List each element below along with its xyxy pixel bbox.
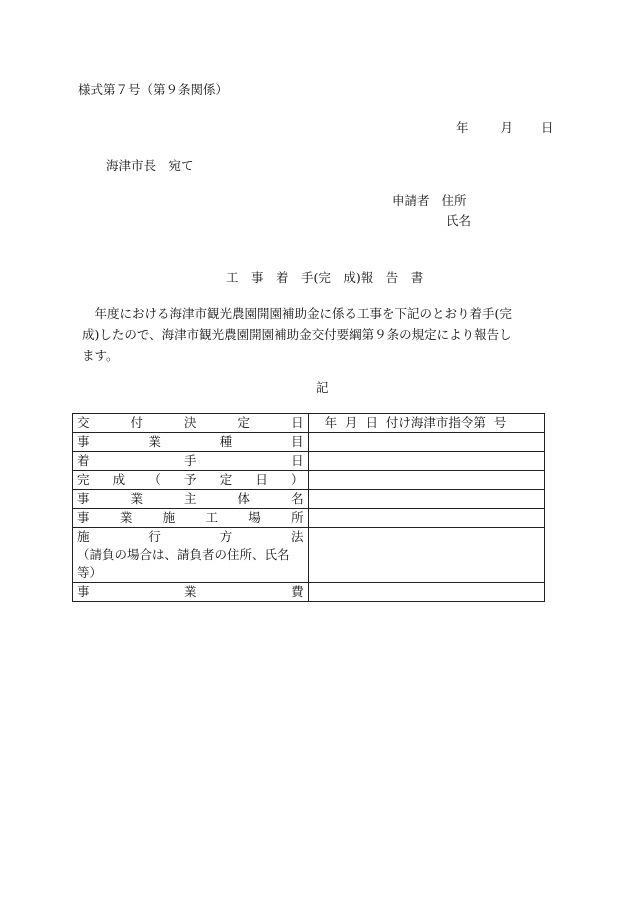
label-char: 完 (77, 472, 90, 487)
row-value (313, 491, 325, 506)
row-value-cell[interactable] (308, 509, 544, 528)
row-value (313, 472, 325, 487)
label-char: 種 (219, 434, 233, 449)
label-char: 体 (237, 491, 251, 506)
table-row (73, 509, 545, 528)
body-line-3: ます。 (82, 348, 119, 363)
label-char: 予 (184, 472, 197, 487)
label-char: 日 (291, 453, 304, 468)
body-text (82, 303, 562, 366)
label-char: 名 (291, 491, 304, 506)
row-value-cell[interactable] (308, 490, 544, 509)
label-char: 工 (205, 510, 218, 525)
row-value-cell[interactable] (308, 414, 544, 433)
label-char: 施 (77, 529, 90, 544)
row-value-cell[interactable] (308, 528, 544, 583)
date-year-label: 年 (456, 120, 469, 135)
date-month-label: 月 (500, 120, 514, 135)
body-line-1: 年度における海津市観光農園開園補助金に係る工事を下記のとおり着手(完 (82, 306, 512, 321)
row-value: 年 月 日 付け海津市指令第 号 (324, 415, 507, 430)
label-char: 定 (219, 472, 233, 487)
label-char: 費 (291, 584, 304, 599)
row-label (77, 583, 304, 601)
label-char: 法 (291, 529, 304, 544)
row-label (77, 528, 304, 546)
report-table (72, 413, 545, 602)
label-char: 事 (77, 434, 90, 449)
label-char: 場 (248, 510, 261, 525)
table-row (73, 471, 545, 490)
row-label-cell (73, 528, 309, 583)
row-label (77, 471, 304, 489)
table-row (73, 414, 545, 433)
label-char: 目 (291, 434, 304, 449)
row-label-note: （請負の場合は、請負者の住所、氏名等） (77, 547, 290, 580)
date-line (456, 118, 554, 136)
row-label-cell (73, 509, 309, 528)
label-char: 着 (77, 453, 90, 468)
label-char: 成 (112, 472, 126, 487)
label-char: 交 (77, 415, 90, 430)
label-char: 所 (291, 510, 304, 525)
label-char: 主 (184, 491, 197, 506)
table-row (73, 452, 545, 471)
address-label: 住所 (441, 193, 467, 208)
label-char: 業 (119, 510, 133, 525)
form-number: 様式第７号（第９条関係） (78, 82, 229, 97)
label-char: 定 (237, 415, 251, 430)
row-value-cell[interactable] (308, 452, 544, 471)
label-char: 事 (77, 491, 90, 506)
row-label-cell (73, 490, 309, 509)
label-char: 業 (148, 434, 161, 449)
applicant-label: 申請者 (392, 193, 430, 208)
label-char: 施 (162, 510, 176, 525)
label-char: 事 (77, 584, 90, 599)
table-row (73, 583, 545, 602)
row-value (313, 584, 325, 599)
applicant-address-line (392, 191, 467, 209)
row-label (77, 452, 304, 470)
label-char: 日 (291, 415, 304, 430)
applicant-name-line (446, 211, 471, 229)
row-label-cell (73, 583, 309, 602)
label-char: 付 (130, 415, 144, 430)
row-label (77, 509, 304, 527)
row-label (77, 490, 304, 508)
row-value (313, 434, 325, 449)
label-char: 業 (184, 584, 197, 599)
row-label-cell (73, 452, 309, 471)
label-char: 方 (219, 529, 233, 544)
label-char: 業 (130, 491, 144, 506)
row-label-cell (73, 471, 309, 490)
label-char: 日 (255, 472, 268, 487)
row-label-cell (73, 414, 309, 433)
body-line-2: 成)したので、海津市観光農園開園補助金交付要綱第９条の規定により報告し (82, 327, 512, 342)
row-value-cell[interactable] (308, 433, 544, 452)
row-label (77, 433, 304, 451)
label-char: （ (148, 472, 161, 487)
label-char: 行 (148, 529, 161, 544)
document-title: 工 事 着 手(完 成)報 告 書 (226, 270, 424, 285)
row-label-cell (73, 433, 309, 452)
row-value (313, 510, 325, 525)
date-day-label: 日 (541, 120, 554, 135)
table-row (73, 528, 545, 583)
row-value-cell[interactable] (308, 583, 544, 602)
row-value-cell[interactable] (308, 471, 544, 490)
row-value (313, 453, 325, 468)
table-row (73, 433, 545, 452)
name-label: 氏名 (446, 213, 472, 228)
label-char: 手 (184, 453, 197, 468)
row-value (313, 529, 325, 544)
label-char: ） (291, 472, 304, 487)
label-char: 決 (184, 415, 197, 430)
addressee: 海津市長 宛て (106, 158, 194, 173)
ki-heading: 記 (316, 380, 329, 395)
table-row (73, 490, 545, 509)
label-char: 事 (77, 510, 90, 525)
row-label (77, 414, 304, 432)
